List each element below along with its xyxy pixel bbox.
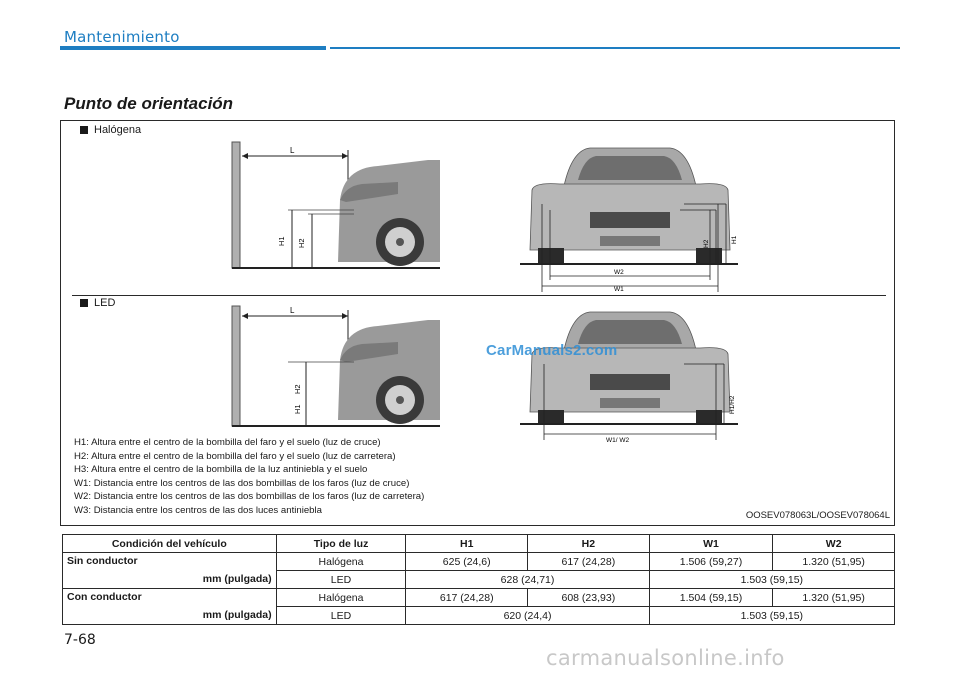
table-cell: 617 (24,28) [528,553,650,571]
condition-cell: Sin conductor mm (pulgada) [63,553,277,589]
dim-H1: H1 [277,236,286,246]
dim-W1: W1 [614,286,624,292]
table-cell: 1.503 (59,15) [649,607,894,625]
halogen-front-view-diagram [520,140,738,292]
dim-W1W2: W1/ W2 [606,437,630,444]
dim-H1-led: H1 [293,404,302,414]
condition-cell: Con conductor mm (pulgada) [63,589,277,625]
halogen-label: Halógena [80,124,141,136]
dim-L-led: L [290,306,295,315]
dim-L: L [290,146,295,155]
header-cell: Tipo de luz [276,535,406,553]
site-watermark: carmanualsonline.info [546,646,785,670]
table-cell: 1.320 (51,95) [773,589,895,607]
legend-line: W3: Distancia entre los centros de las dos luces antiniebla [74,504,322,516]
led-label: LED [80,297,115,309]
table-header-row [63,535,895,553]
table-cell: LED [276,571,406,589]
table-cell: 617 (24,28) [406,589,528,607]
square-bullet-icon [80,126,88,134]
table-row [63,589,895,607]
table-cell: 1.504 (59,15) [649,589,773,607]
legend-line: H2: Altura entre el centro de la bombilla del faro y el suelo (luz de carretera) [74,450,396,462]
legend-line: H1: Altura entre el centro de la bombilla del faro y el suelo (luz de cruce) [74,437,381,448]
header-cell: H2 [528,535,650,553]
table-cell: 1.503 (59,15) [649,571,894,589]
table-cell: 608 (23,93) [528,589,650,607]
section-title: Mantenimiento [64,28,180,46]
dim-H2-front: H2 [703,239,710,248]
header-rule-thick [60,46,326,50]
table-cell: 620 (24,4) [406,607,649,625]
page-number: 7-68 [64,632,96,648]
watermark-text: CarManuals2.com [486,342,618,359]
table-cell: 625 (24,6) [406,553,528,571]
header-cell: W2 [773,535,895,553]
table-cell: 1.320 (51,95) [773,553,895,571]
square-bullet-icon [80,299,88,307]
dim-W2: W2 [614,269,624,276]
legend-line: H3: Altura entre el centro de la bombilla de la luz antiniebla y el suelo [74,464,368,476]
table-row [63,553,895,571]
dim-H1-front: H1 [731,235,738,244]
halogen-side-view-diagram [228,138,444,272]
header-rule-thin [330,47,900,49]
dim-H1H2: H1/H2 [729,395,736,414]
led-side-view-diagram [228,302,444,432]
dim-H2-led: H2 [293,384,302,394]
figure-divider [72,295,886,296]
legend [74,436,424,518]
header-cell: Condición del vehículo [63,535,277,553]
spec-table [62,534,895,625]
table-cell: Halógena [276,589,406,607]
table-cell: Halógena [276,553,406,571]
header-cell: W1 [649,535,773,553]
header-cell: H1 [406,535,528,553]
page-heading: Punto de orientación [64,94,234,113]
table-cell: 1.506 (59,27) [649,553,773,571]
led-front-view-diagram [520,304,738,444]
legend-line: W1: Distancia entre los centros de las dos bombillas de los faros (luz de cruce) [74,477,410,489]
table-cell: 628 (24,71) [406,571,649,589]
dim-H2: H2 [297,238,306,248]
table-cell: LED [276,607,406,625]
legend-line: W2: Distancia entre los centros de las dos bombillas de los faros (luz de carretera) [74,491,425,503]
figure-code: OOSEV078063L/OOSEV078064L [745,510,890,521]
